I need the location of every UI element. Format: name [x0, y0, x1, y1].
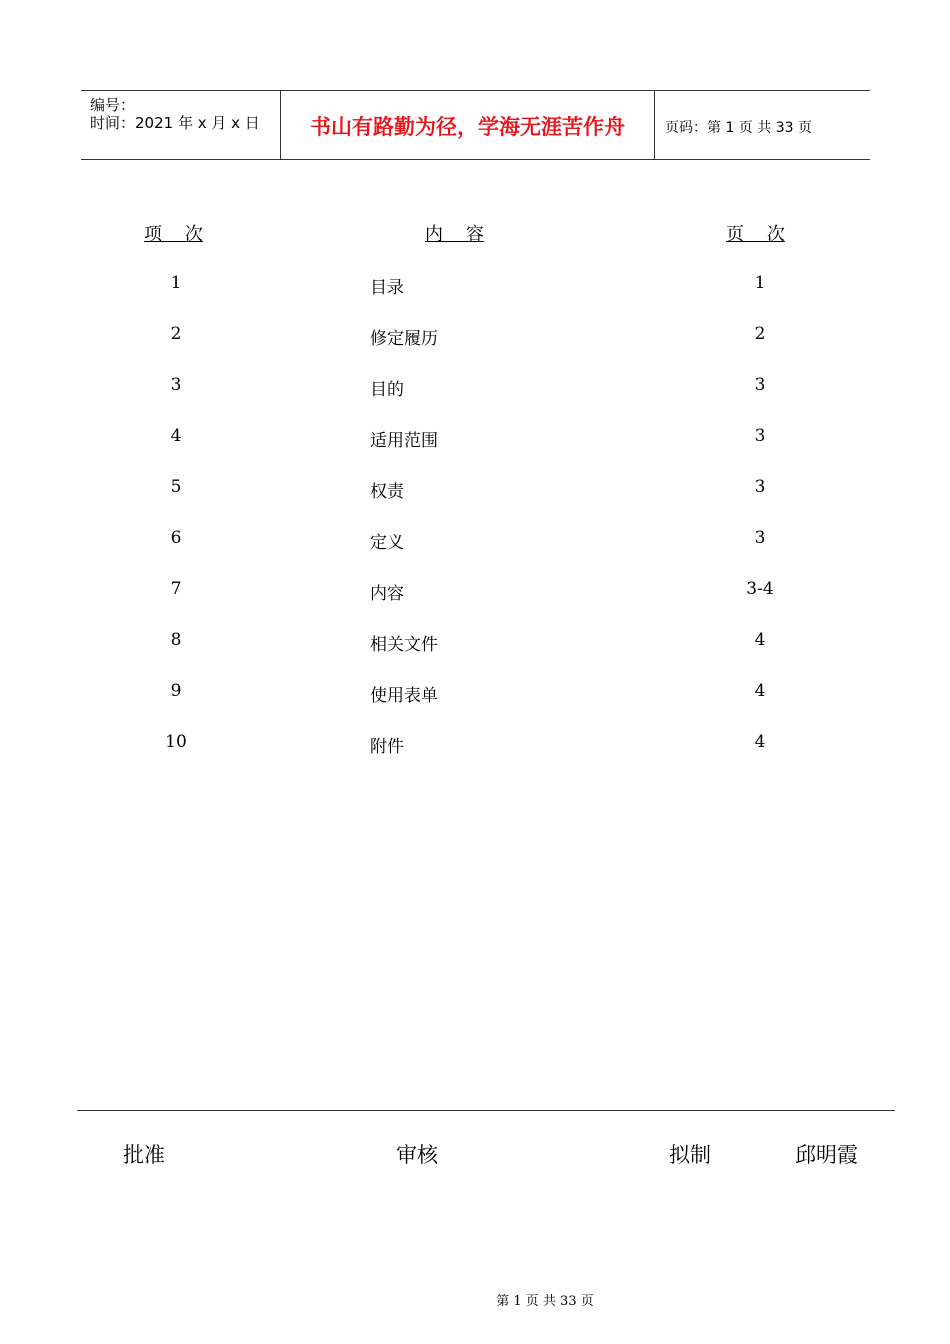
toc-header-page: 页 次 [726, 224, 785, 245]
toc-item-page: 3 [754, 375, 766, 395]
toc-row [0, 426, 950, 450]
toc-row [0, 528, 950, 552]
header-page-cell [655, 91, 870, 159]
toc-item-number: 4 [170, 426, 182, 446]
toc-item-page: 1 [754, 273, 766, 293]
toc-row [0, 375, 950, 399]
toc-row [0, 579, 950, 603]
toc-item-title: 使用表单 [370, 686, 438, 706]
draft-label: 拟制 [669, 1143, 711, 1167]
toc-item-number: 6 [170, 528, 182, 548]
toc-item-number: 5 [170, 477, 182, 497]
toc-item-title: 权责 [370, 482, 404, 502]
toc-item-page: 4 [754, 732, 766, 752]
toc-item-page: 3 [754, 477, 766, 497]
signature-divider [77, 1110, 895, 1111]
toc-item-page: 4 [754, 681, 766, 701]
toc-item-page: 4 [754, 630, 766, 650]
doc-time-label: 时间：2021 年 x 月 x 日 [90, 114, 260, 132]
toc-item-page: 3 [754, 528, 766, 548]
toc-item-title: 修定履历 [370, 329, 438, 349]
review-label: 审核 [396, 1143, 438, 1167]
toc-row [0, 477, 950, 501]
toc-row [0, 273, 950, 297]
toc-item-number: 2 [170, 324, 182, 344]
toc-item-page: 3-4 [746, 579, 774, 599]
toc-item-page: 2 [754, 324, 766, 344]
toc-item-title: 内容 [370, 584, 404, 604]
toc-row [0, 630, 950, 654]
toc-item-number: 10 [165, 732, 187, 752]
toc-row [0, 681, 950, 705]
toc-item-title: 目录 [370, 278, 404, 298]
header-motto-cell [281, 91, 655, 159]
toc-row [0, 732, 950, 756]
toc-item-title: 目的 [370, 380, 404, 400]
approve-label: 批准 [123, 1143, 165, 1167]
toc-item-title: 附件 [370, 737, 404, 757]
motto-text: 书山有路勤为径，学海无涯苦作舟 [310, 115, 625, 139]
header-left-cell [81, 91, 281, 159]
toc-item-title: 适用范围 [370, 431, 438, 451]
document-header [81, 90, 870, 160]
toc-item-number: 8 [170, 630, 182, 650]
page-footer: 第 1 页 共 33 页 [496, 1294, 594, 1309]
toc-item-title: 相关文件 [370, 635, 438, 655]
toc-item-number: 3 [170, 375, 182, 395]
toc-item-number: 1 [170, 273, 182, 293]
toc-header-content: 内 容 [425, 224, 484, 245]
toc-row [0, 324, 950, 348]
drafter-name: 邱明霞 [795, 1143, 858, 1167]
page-info: 页码：第 1 页 共 33 页 [665, 120, 812, 136]
doc-number-label: 编号： [90, 96, 136, 114]
toc-item-number: 7 [170, 579, 182, 599]
toc-header-no: 项 次 [144, 224, 203, 245]
toc-item-number: 9 [170, 681, 182, 701]
toc-item-page: 3 [754, 426, 766, 446]
toc-item-title: 定义 [370, 533, 404, 553]
